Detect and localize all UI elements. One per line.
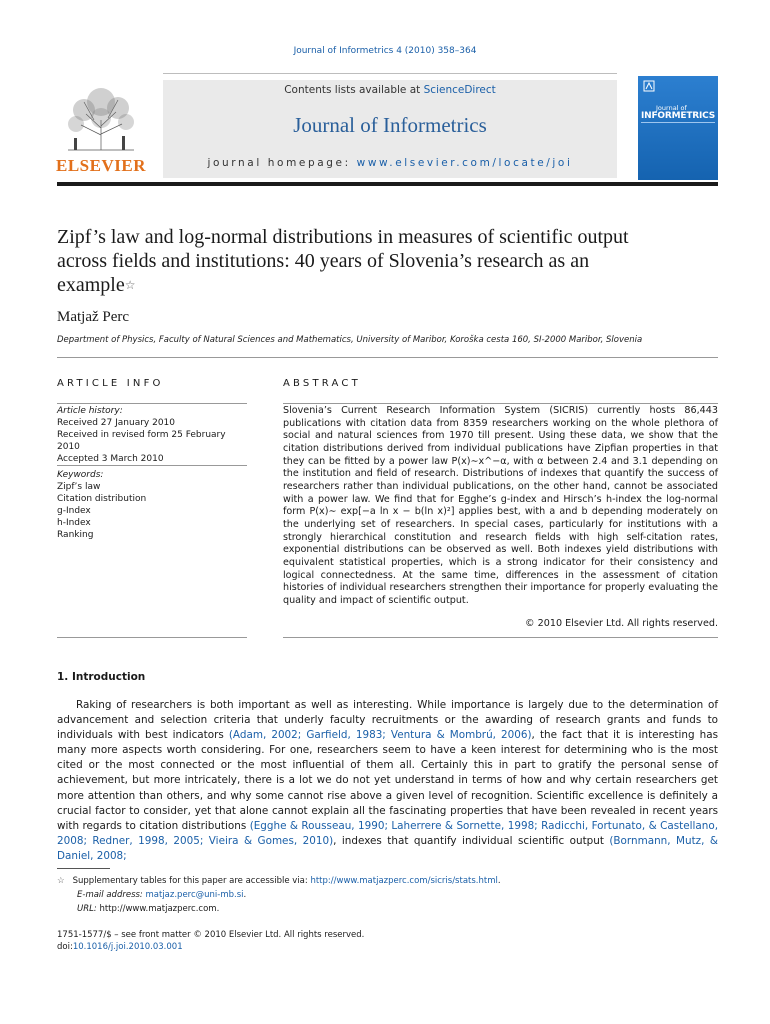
publisher-mark-icon [643, 80, 655, 92]
citation-link[interactable]: (Egghe & Rousseau, 1990; Laherrere & Sornette, 1998; Radicchi, Fortunato, & Castellano, 2008; Redner, 1998, 2005; Vieira & Gomes, 2010) [57, 819, 718, 847]
contents-prefix: Contents lists available at [284, 84, 424, 96]
introduction-paragraph: Raking of researchers is both important as well as interesting. While importance is largely due to the determination of advancement and selection criteria that underly faculty recruitments or the awarding of research grants and funds to individuals with best indicators (Adam, 2002; Garfield, 1983; Ventura & Mombrú, 2006), the fact that it is interesting has many more aspects worth considering. For one, researchers seem to have a keen interest for determining who is the most cited or the most connected or the most influential of them all. Certainly this in part to gratify the personal sense of achievement, but more intricately, there is a lot we do not yet understand in terms of how and why certain researchers get more attention than others, and why some cannot rise above a given level of recognition. Scientific excellence is definitely a crucial factor to consider, yet that alone cannot explain all the fascinating properties that have been revealed in recent years with regards to citation distributions (Egghe & Rousseau, 1990; Laherrere & Sornette, 1998; Radicchi, Fortunato, & Castellano, 2008; Redner, 1998, 2005; Vieira & Gomes, 2010), indexes that quantify individual scientific output (Bornmann, Mutz, & Daniel, 2008; [57, 699, 718, 862]
journal-reference[interactable]: Journal of Informetrics 4 (2010) 358–364 [293, 46, 477, 56]
keyword-item: h-Index [57, 518, 91, 528]
supplementary-link[interactable]: http://www.matjazperc.com/sicris/stats.html [310, 876, 498, 886]
issn-line: 1751-1577/$ – see front matter © 2010 Elsevier Ltd. All rights reserved. [57, 930, 365, 940]
journal-homepage [163, 157, 617, 169]
article-info-rule-mid [57, 465, 247, 466]
title-line-2: across fields and institutions: 40 years of Slovenia’s research as an [57, 250, 590, 272]
footnote-url: URL: http://www.matjazperc.com. [77, 904, 220, 914]
title-footnote-star[interactable]: ☆ [124, 278, 136, 292]
citation-link[interactable]: (Bornmann, Mutz, & Daniel, 2008; [57, 834, 718, 862]
article-info-rule-bottom [57, 637, 247, 638]
doi-link[interactable]: 10.1016/j.joi.2010.03.001 [72, 942, 183, 952]
keyword-item: Citation distribution [57, 494, 147, 504]
homepage-link[interactable]: www.elsevier.com/locate/joi [356, 157, 573, 169]
contents-line [163, 84, 617, 96]
doi-line: doi:10.1016/j.joi.2010.03.001 [57, 942, 183, 952]
history-item: Accepted 3 March 2010 [57, 454, 164, 464]
abstract-copyright: © 2010 Elsevier Ltd. All rights reserved. [524, 618, 718, 629]
author-name: Matjaž Perc [57, 309, 130, 325]
author-affiliation: Department of Physics, Faculty of Natural Sciences and Mathematics, University of Maribor, Koroška cesta 160, SI-2000 Maribor, Slovenia [57, 335, 643, 345]
footnote-rule [57, 868, 110, 869]
affiliation-rule [57, 357, 718, 358]
header-thick-rule [57, 182, 718, 186]
keyword-item: g-Index [57, 506, 91, 516]
abstract-text: Slovenia’s Current Research Information System (SICRIS) currently hosts 86,443 publications with citation data from 8359 researchers working on the whole plethora of social and natural sciences from 1970 till present. Using these data, we show that the citation distributions derived from individual publications have Zipfian properties in that they can be fitted by a power law P(x)∼x^−α, with α between 2.4 and 3.1 depending on the institution and field of research. Distributions of indexes that quantify the success of researchers rather than individual publications, on the other hand, cannot be associated with a power law. We find that for Egghe’s g-index and Hirsch’s h-index the log-normal form P(x)∼ exp[−a ln x − b(ln x)²] applies best, with a and b depending moderately on the underlying set of researchers. In special cases, particularly for institutions with a strongly hierarchical constitution and research fields with high self-citation rates, exponential distributions can be observed as well. Both indexes yield distributions with equivalent statistical properties, which is a strong indicator for their consistency and logical connectedness. At the same time, differences in the assessment of citation histories of individual researchers strengthen their importance for properly evaluating the quality and impact of scientific output. [283, 405, 718, 606]
journal-title: Journal of Informetrics [293, 113, 487, 137]
cover-divider [641, 122, 715, 123]
history-item: Received 27 January 2010 [57, 418, 176, 428]
history-item: Received in revised form 25 February 2010 [57, 430, 226, 452]
cover-title: INFORMETRICS [641, 111, 715, 121]
keywords-block [57, 469, 247, 541]
footnote-supplementary: ☆ Supplementary tables for this paper are accessible via: http://www.matjazperc.com/sicris/stats.html. [57, 876, 501, 886]
homepage-prefix: journal homepage: [207, 157, 357, 169]
article-history [57, 405, 247, 465]
header-rule [163, 73, 617, 74]
title-line-3: example☆ [57, 274, 136, 296]
author-url[interactable]: http://www.matjazperc.com. [99, 904, 220, 914]
sciencedirect-link[interactable]: ScienceDirect [423, 84, 496, 96]
abstract-rule-bottom [283, 637, 718, 638]
paper-title [57, 225, 727, 297]
abstract-rule-top [283, 403, 718, 404]
footnote-email: E-mail address: matjaz.perc@uni-mb.si. [77, 890, 247, 900]
keyword-item: Ranking [57, 530, 94, 540]
article-info-rule-top [57, 403, 247, 404]
keywords-label: Keywords: [57, 470, 104, 480]
citation-link[interactable]: (Adam, 2002; Garfield, 1983; Ventura & Mombrú, 2006) [228, 729, 532, 742]
email-link[interactable]: matjaz.perc@uni-mb.si [145, 890, 244, 900]
elsevier-wordmark: ELSEVIER [56, 156, 146, 175]
title-line-1: Zipf’s law and log-normal distributions in measures of scientific output [57, 226, 629, 248]
history-label: Article history: [57, 406, 123, 416]
article-info-heading: ARTICLE INFO [57, 378, 164, 389]
abstract-heading: ABSTRACT [283, 378, 361, 389]
section-heading-introduction: 1. Introduction [57, 671, 146, 683]
cover-journal-of: Journal of [656, 104, 687, 112]
footnote-star-icon: ☆ [57, 876, 65, 886]
keyword-item: Zipf’s law [57, 482, 101, 492]
